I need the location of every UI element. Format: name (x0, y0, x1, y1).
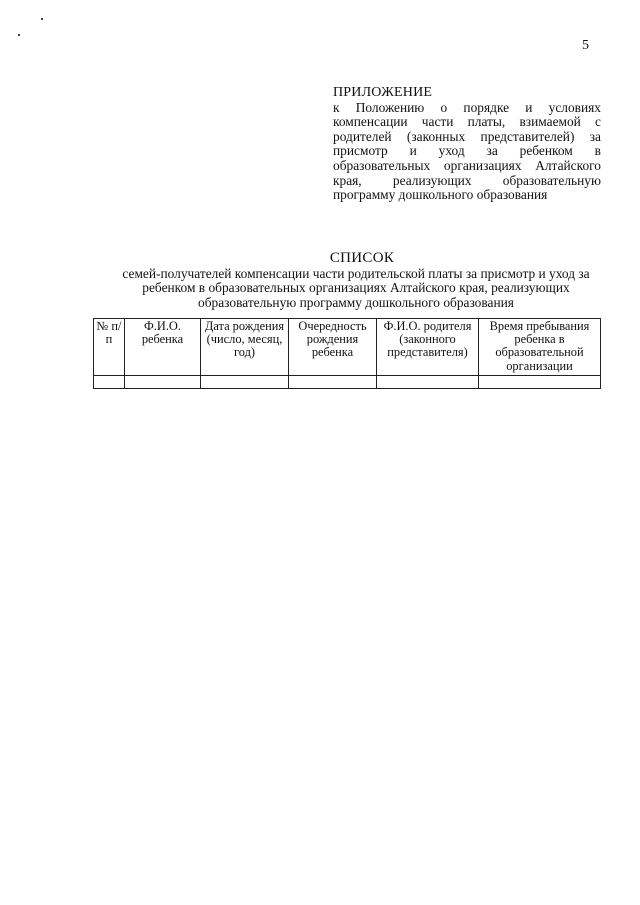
column-header-birth-order: Очередность рождения ребенка (289, 319, 377, 376)
families-table (93, 318, 601, 389)
page-number: 5 (582, 38, 589, 53)
scan-speck (18, 34, 20, 36)
list-subtitle: семей-получателей компенсации части родительской платы за присмотр и уход за ребенком в образовательных организациях Алтайского края, реализующих образовательную программу дошкольного образования (122, 266, 590, 310)
table-cell (201, 375, 289, 388)
column-header-child-name: Ф.И.О. ребенка (125, 319, 201, 376)
appendix-block (333, 86, 601, 203)
column-header-number: № п/п (94, 319, 125, 376)
table-cell (289, 375, 377, 388)
column-header-parent-name: Ф.И.О. родителя (законного представителя) (377, 319, 479, 376)
list-title: СПИСОК (329, 250, 395, 266)
scan-speck (41, 18, 43, 20)
column-header-birth-date: Дата рождения (число, месяц, год) (201, 319, 289, 376)
table-header-row (94, 319, 601, 376)
appendix-text: к Положению о порядке и условиях компенсации части платы, взимаемой с родителей (законных представителей) за присмотр и уход за ребенком в образовательных организациях Алтайского края, реализующих образовательную программу дошкольного образования (333, 99, 601, 203)
table-cell (377, 375, 479, 388)
table-row (94, 375, 601, 388)
table-cell (125, 375, 201, 388)
table-cell (94, 375, 125, 388)
appendix-heading: ПРИЛОЖЕНИЕ (333, 85, 433, 100)
column-header-stay-time: Время пребывания ребенка в образовательной организации (479, 319, 601, 376)
table-cell (479, 375, 601, 388)
